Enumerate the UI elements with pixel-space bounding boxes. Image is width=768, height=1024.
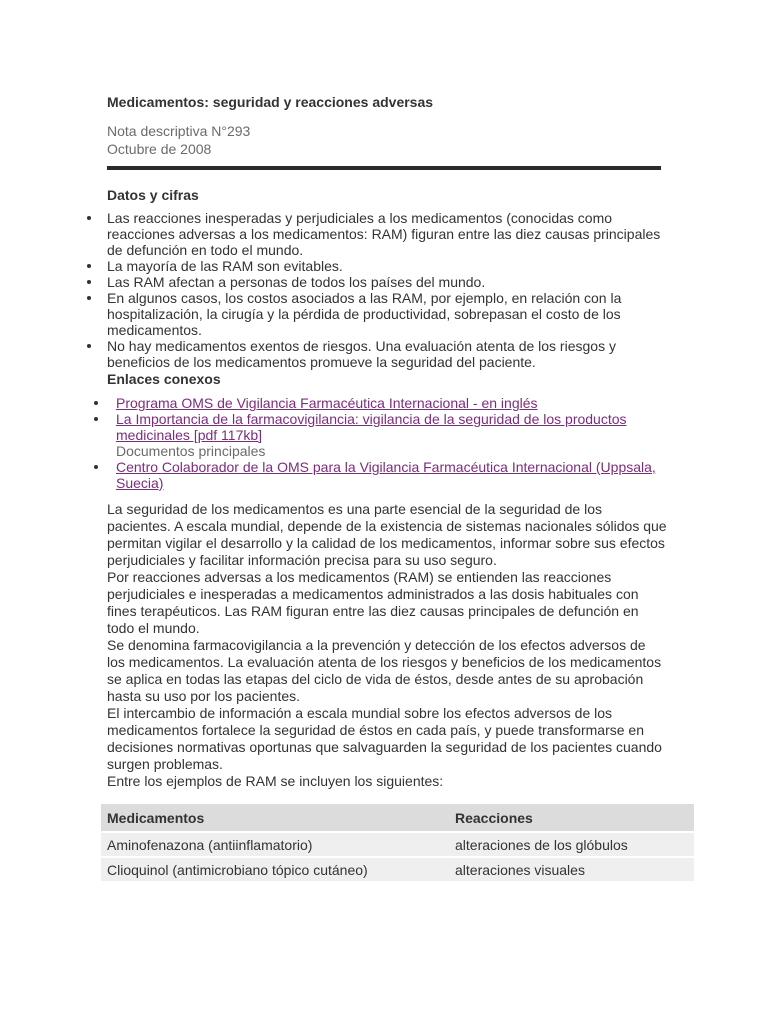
column-header: Reacciones <box>449 804 694 831</box>
paragraph: Se denomina farmacovigilancia a la prevención y detección de los efectos adversos de los medicamentos. La evaluación atenta de los riesgos y beneficios de los medicamentos se aplica en todas las etapas del ciclo de vida de éstos, desde antes de su aprobación hasta su uso por los pacientes. <box>107 637 662 704</box>
list-item <box>116 459 666 491</box>
article-body <box>107 501 667 790</box>
list-item <box>116 443 666 459</box>
list-item: No hay medicamentos exentos de riesgos. Una evaluación atenta de los riesgos y beneficios de los medicamentos promueve la seguridad del paciente. <box>107 338 667 370</box>
paragraph: El intercambio de información a escala mundial sobre los efectos adversos de los medicamentos fortalece la seguridad de éstos en cada país, y puede transformarse en decisiones normativas oportunas que salvaguarden la seguridad de los pacientes cuando surgen problemas. <box>107 705 662 772</box>
paragraph: Por reacciones adversas a los medicamentos (RAM) se entienden las reacciones perjudiciales e inesperadas a medicamentos administrados a las dosis habituales con fines terapéuticos. Las RAM figuran entre las diez causas principales de defunción en todo el mundo. <box>107 569 639 636</box>
facts-list <box>107 210 667 370</box>
table-row <box>101 858 694 881</box>
list-item: Las RAM afectan a personas de todos los países del mundo. <box>107 274 667 290</box>
list-item: La mayoría de las RAM son evitables. <box>107 258 667 274</box>
list-item <box>116 411 666 443</box>
column-header: Medicamentos <box>101 804 449 831</box>
list-item <box>116 395 666 411</box>
table-header-row <box>101 804 694 831</box>
note-number: Nota descriptiva N°293 <box>107 123 251 139</box>
note-date: Octubre de 2008 <box>107 141 212 157</box>
links-list <box>116 395 666 491</box>
divider <box>107 166 661 170</box>
link-programa-oms[interactable]: Programa OMS de Vigilancia Farmacéutica Internacional - en inglés <box>116 395 538 411</box>
paragraph: Entre los ejemplos de RAM se incluyen los siguientes: <box>107 773 444 789</box>
links-heading: Enlaces conexos <box>107 371 221 387</box>
facts-heading: Datos y cifras <box>107 187 199 203</box>
page-title: Medicamentos: seguridad y reacciones adversas <box>107 94 434 110</box>
list-item: En algunos casos, los costos asociados a las RAM, por ejemplo, en relación con la hospitalización, la cirugía y la pérdida de productividad, sobrepasan el costo de los medicamentos. <box>107 290 667 338</box>
ram-examples-table <box>101 802 694 883</box>
table-cell: Clioquinol (antimicrobiano tópico cutáneo) <box>101 858 449 881</box>
table-row <box>101 833 694 856</box>
table-cell: alteraciones visuales <box>449 858 694 881</box>
link-importancia-farmacovigilancia[interactable]: La Importancia de la farmacovigilancia: vigilancia de la seguridad de los productos medicinales [pdf 117kb] <box>116 411 627 443</box>
table-cell: alteraciones de los glóbulos <box>449 833 694 856</box>
paragraph: La seguridad de los medicamentos es una parte esencial de la seguridad de los pacientes. A escala mundial, depende de la existencia de sistemas nacionales sólidos que permitan vigilar el desarrollo y la calidad de los medicamentos, informar sobre sus efectos perjudiciales y facilitar información precisa para su uso seguro. <box>107 501 667 568</box>
list-item: Las reacciones inesperadas y perjudiciales a los medicamentos (conocidas como reacciones adversas a los medicamentos: RAM) figuran entre las diez causas principales de defunción en todo el mundo. <box>107 210 667 258</box>
table-cell: Aminofenazona (antiinflamatorio) <box>101 833 449 856</box>
link-centro-colaborador[interactable]: Centro Colaborador de la OMS para la Vigilancia Farmacéutica Internacional (Uppsala, Suecia) <box>116 459 656 491</box>
documents-subheading: Documentos principales <box>116 443 266 459</box>
